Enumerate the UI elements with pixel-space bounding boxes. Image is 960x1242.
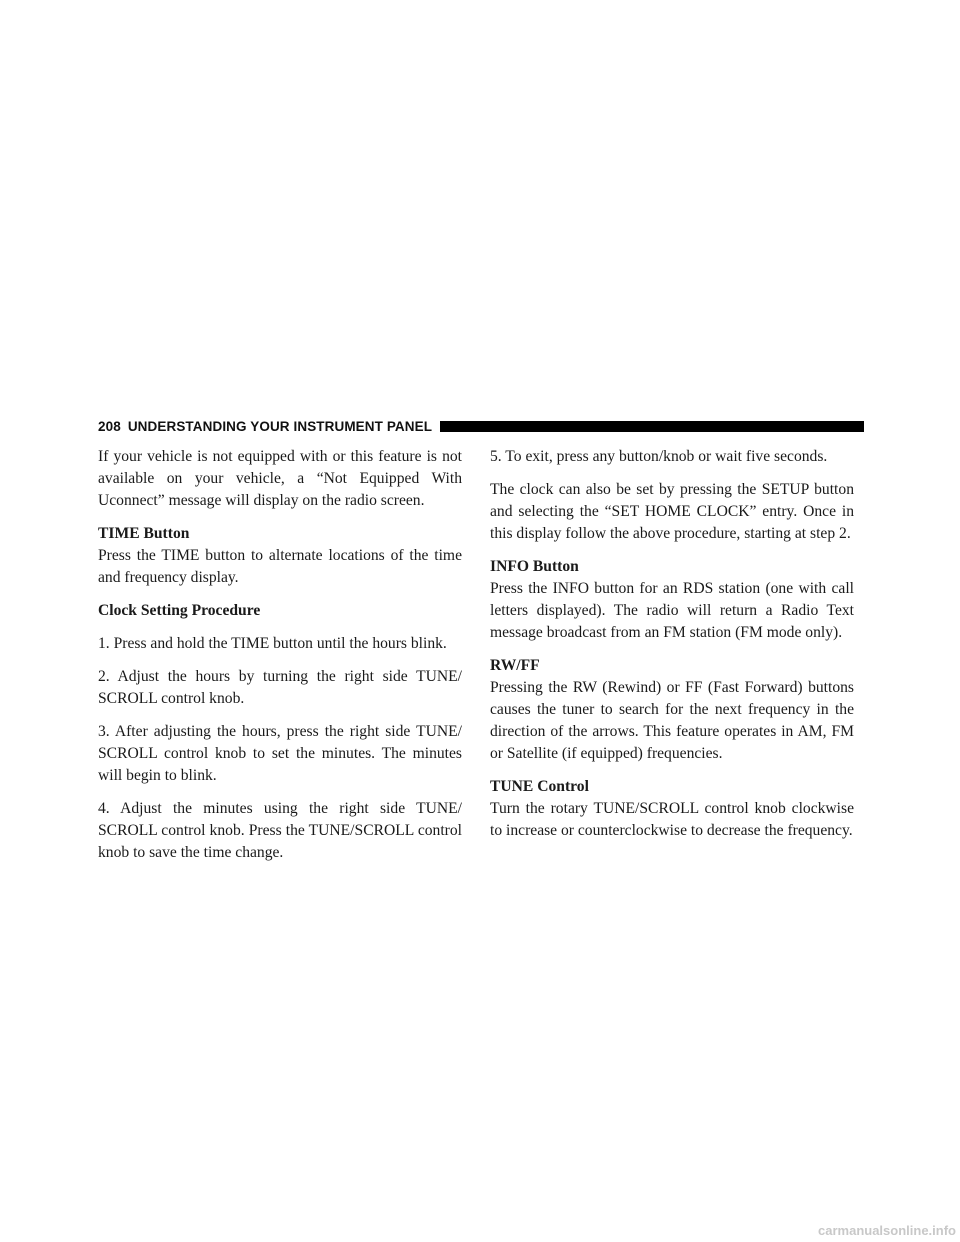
step-1: 1. Press and hold the TIME button until the hours blink. <box>98 635 447 652</box>
clock-setting-heading: Clock Setting Procedure <box>98 602 261 619</box>
step-4: 4. Adjust the minutes using the right side TUNE/ SCROLL control knob. Press the TUNE/SCROLL control knob to save the time change. <box>98 800 462 861</box>
info-button-paragraph: Press the INFO button for an RDS station (one with call letters displayed). The radio will return a Radio Text message broadcast from an FM station (FM mode only). <box>490 580 854 641</box>
section-title: UNDERSTANDING YOUR INSTRUMENT PANEL <box>127 418 433 434</box>
page-header <box>98 416 864 436</box>
info-button-heading: INFO Button <box>490 558 579 575</box>
page-number: 208 <box>98 418 121 434</box>
tune-control-heading: TUNE Control <box>490 778 589 795</box>
step-5: 5. To exit, press any button/knob or wait five seconds. <box>490 448 828 465</box>
rw-ff-heading: RW/FF <box>490 657 540 674</box>
setup-note-paragraph: The clock can also be set by pressing the SETUP button and selecting the “SET HOME CLOCK” entry. Once in this display follow the above procedure, starting at step 2. <box>490 481 854 542</box>
header-rule <box>440 421 864 432</box>
time-button-paragraph: Press the TIME button to alternate locations of the time and frequency display. <box>98 547 462 586</box>
step-3: 3. After adjusting the hours, press the right side TUNE/ SCROLL control knob to set the minutes. The minutes will begin to blink. <box>98 723 462 784</box>
time-button-heading: TIME Button <box>98 525 190 542</box>
watermark: carmanualsonline.info <box>818 1223 956 1238</box>
left-column <box>98 446 462 875</box>
tune-control-paragraph: Turn the rotary TUNE/SCROLL control knob clockwise to increase or counterclockwise to decrease the frequency. <box>490 800 854 839</box>
rw-ff-paragraph: Pressing the RW (Rewind) or FF (Fast Forward) buttons causes the tuner to search for the next frequency in the direction of the arrows. This feature operates in AM, FM or Satellite (if equipped) frequencies. <box>490 679 854 762</box>
step-2: 2. Adjust the hours by turning the right side TUNE/ SCROLL control knob. <box>98 668 462 707</box>
right-column <box>490 446 854 853</box>
intro-paragraph: If your vehicle is not equipped with or this feature is not available on your vehicle, a “Not Equipped With Uconnect” message will display on the radio screen. <box>98 448 462 509</box>
